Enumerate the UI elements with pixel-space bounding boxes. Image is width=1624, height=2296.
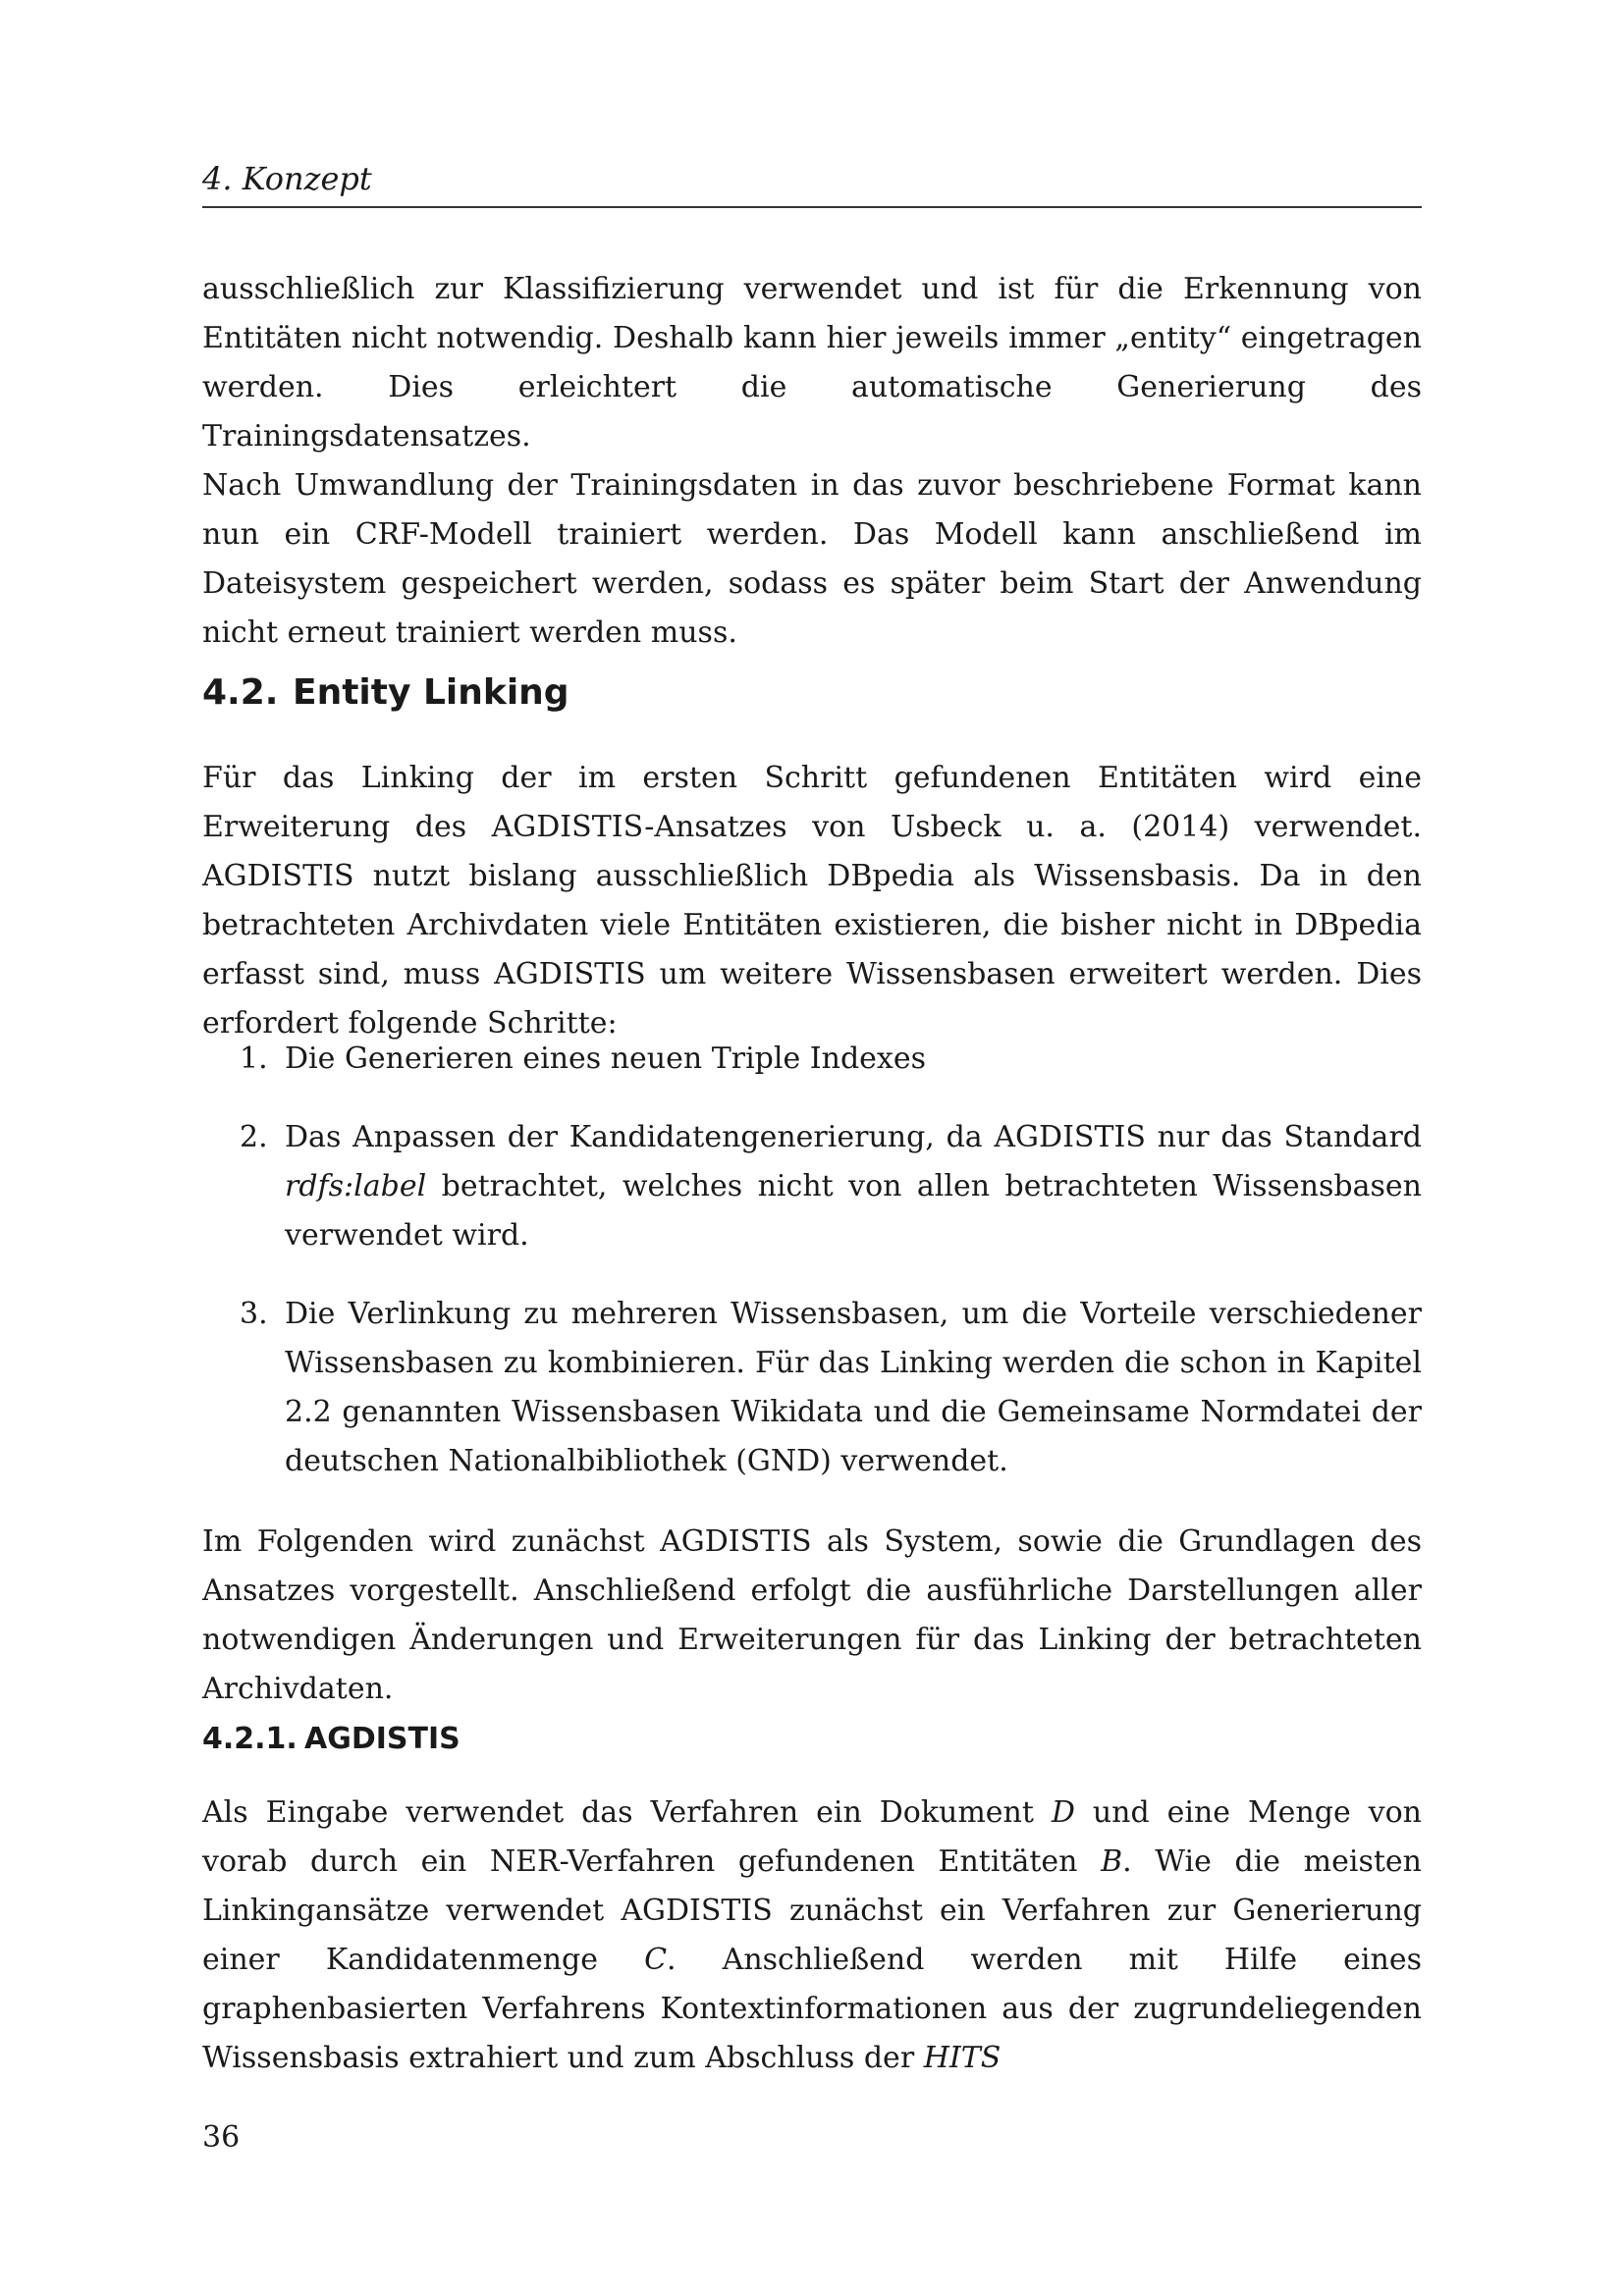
list-item-label: 3.	[240, 1297, 268, 1331]
intro-paragraph	[202, 265, 1422, 658]
page-number: 36	[202, 2120, 241, 2155]
list-item	[202, 1290, 1422, 1486]
list-item-text-after: betrachtet, welches nicht von allen betrachteten Wissensbasen verwendet wird.	[285, 1169, 1422, 1253]
step-list-item-3	[202, 1290, 1422, 1486]
header-rule	[202, 206, 1422, 208]
math-var-c: C	[644, 1943, 668, 1977]
list-item-label: 2.	[240, 1120, 268, 1154]
list-item-text: Die Generieren eines neuen Triple Indexes	[285, 1041, 926, 1076]
section-number: 4.2.	[202, 672, 279, 713]
list-item	[202, 1113, 1422, 1260]
subsection-paragraph	[202, 1789, 1422, 2083]
list-item	[202, 1035, 1422, 1084]
subsection-title: AGDISTIS	[304, 1722, 460, 1756]
intro-text-b: Nach Umwandlung der Trainingsdaten in das zuvor beschriebene Format kann nun ein CRF-Modell trainiert werden. Das Modell kann anschließend im Dateisystem gespeichert werden, sodass es später beim Start der Anwendung nicht erneut trainiert werden muss.	[202, 468, 1422, 650]
list-item-text: Die Verlinkung zu mehreren Wissensbasen, um die Vorteile verschiedener Wissensbasen zu kombinieren. Für das Linking werden die schon in Kapitel 2.2 genannten Wissensbasen Wikidata und die Gemeinsame Normdatei der deutschen Nationalbibliothek (GND) verwendet.	[285, 1297, 1422, 1478]
section-intro-paragraph	[202, 754, 1422, 1048]
section-intro-text: Für das Linking der im ersten Schritt gefundenen Entitäten wird eine Erweiterung des AGDISTIS-Ansatzes von Usbeck u. a. (2014) verwendet. AGDISTIS nutzt bislang ausschließlich DBpedia als Wissensbasis. Da in den betrachteten Archivdaten viele Entitäten existieren, die bisher nicht in DBpedia erfasst sind, muss AGDISTIS um weitere Wissensbasen erweitert werden. Dies erfordert folgende Schritte:	[202, 761, 1422, 1041]
subsection-text-4: . Anschließend werden mit Hilfe eines graphenbasierten Verfahrens Kontextinformationen aus der zugrundeliegenden Wissensbasis extrahiert und zum Abschluss der	[202, 1943, 1422, 2075]
math-var-b: B	[1101, 1844, 1123, 1879]
subsection-text	[202, 1789, 1422, 2083]
list-item-label: 1.	[240, 1041, 268, 1076]
section-outro-text: Im Folgenden wird zunächst AGDISTIS als System, sowie die Grundlagen des Ansatzes vorgestellt. Anschließend erfolgt die ausführliche Darstellungen aller notwendigen Änderungen und Erweiterungen für das Linking der betrachteten Archivdaten.	[202, 1524, 1422, 1706]
intro-text-a: ausschließlich zur Klassifizierung verwendet und ist für die Erkennung von Entitäten nicht notwendig. Deshalb kann hier jeweils immer „entity“ eingetragen werden. Dies erleichtert die automatische Generierung des Trainingsdatensatzes.	[202, 272, 1422, 454]
list-item-text-before: Das Anpassen der Kandidatengenerierung, da AGDISTIS nur das Standard	[285, 1120, 1422, 1154]
subsection-text-1: Als Eingabe verwendet das Verfahren ein Dokument	[202, 1795, 1034, 1830]
section-heading	[202, 671, 1422, 715]
hits-term: HITS	[923, 2041, 1001, 2075]
running-header: 4. Konzept	[202, 160, 372, 197]
section-outro-paragraph	[202, 1518, 1422, 1714]
subsection-text-2: und eine Menge von vorab durch ein NER-Verfahren gefundenen Entitäten	[202, 1795, 1422, 1879]
math-var-d: D	[1051, 1795, 1075, 1830]
step-list-item-2	[202, 1113, 1422, 1260]
step-list-item-1	[202, 1035, 1422, 1084]
list-item-code-term: rdfs:label	[285, 1169, 427, 1203]
subsection-number: 4.2.1.	[202, 1722, 298, 1756]
subsection-heading	[202, 1720, 1422, 1759]
subsection-text-3: . Wie die meisten Linkingansätze verwendet AGDISTIS zunächst ein Verfahren zur Generierung einer Kandidatenmenge	[202, 1844, 1422, 1977]
section-title: Entity Linking	[293, 672, 569, 713]
